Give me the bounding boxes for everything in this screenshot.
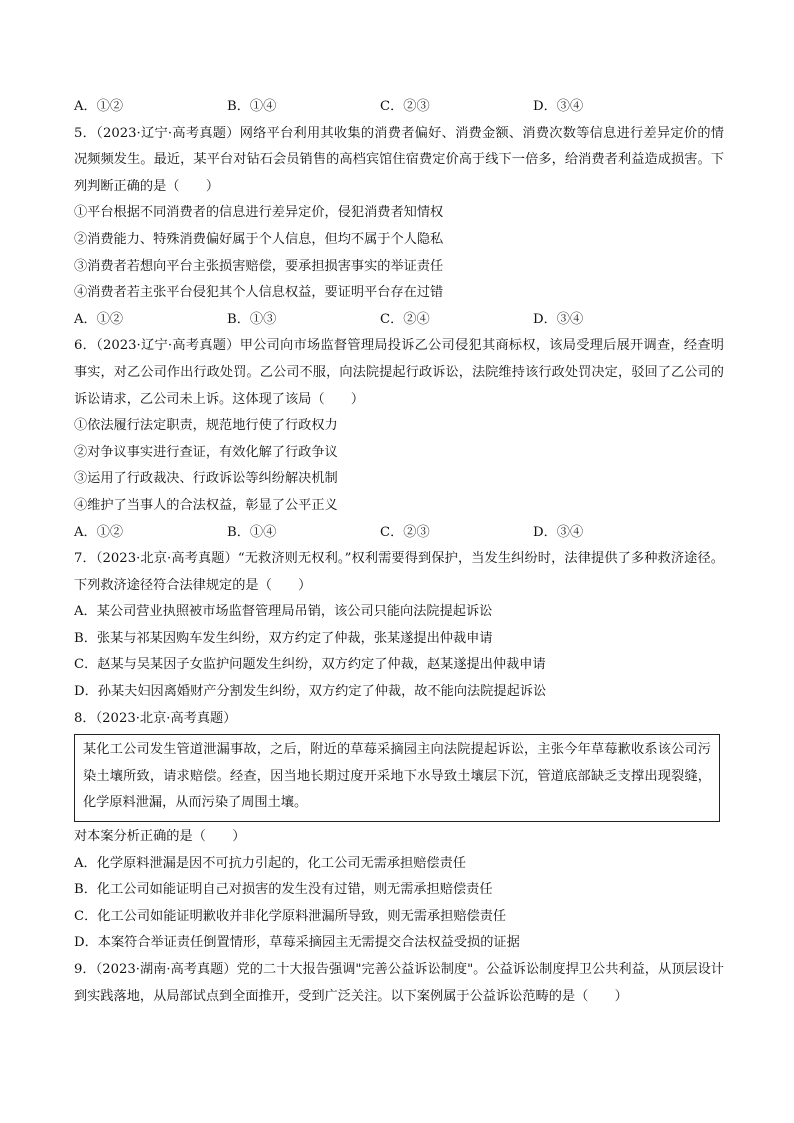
question-7-option-b: B．张某与祁某因购车发生纠纷，双方约定了仲裁，张某遂提出仲裁申请	[74, 630, 493, 646]
question-6-stem: 6．（2023·辽宁·高考真题）甲公司向市场监督管理局投诉乙公司侵犯其商标权，该局受理后展开调查，经查明事实，对乙公司作出行政处罚。乙公司不服，向法院提起行政诉讼，法院维持该行政处罚决定，驳回了乙公司的诉讼请求，乙公司未上诉。这体现了该局（ ）	[74, 338, 724, 407]
question-5-item: ③消费者若想向平台主张损害赔偿，要承担损害事实的举证责任	[74, 258, 444, 274]
question-7-option-c: C．赵某与吴某因子女监护问题发生纠纷，双方约定了仲裁，赵某遂提出仲裁申请	[74, 657, 546, 673]
option-c: C．②④	[380, 311, 430, 327]
question-5-options	[74, 307, 724, 334]
question-5-item: ②消费能力、特殊消费偏好属于个人信息，但均不属于个人隐私	[74, 231, 444, 247]
question-content	[74, 94, 724, 1010]
option-d: D．③④	[533, 99, 584, 114]
question-5-item: ④消费者若主张平台侵犯其个人信息权益，要证明平台存在过错	[74, 285, 444, 301]
question-6-item: ④维护了当事人的合法权益，彰显了公平正义	[74, 497, 338, 513]
question-5-item: ①平台根据不同消费者的信息进行差异定价，侵犯消费者知情权	[74, 205, 444, 221]
question-5-stem: 5．（2023·辽宁·高考真题）网络平台利用其收集的消费者偏好、消费金额、消费次数等信息进行差异定价的情况频频发生。最近，某平台对钻石会员销售的高档宾馆住宿费定价高于线下一倍多，给消费者利益造成损害。下列判断正确的是（ ）	[74, 125, 724, 194]
question-9-stem: 9．（2023·湖南·高考真题）党的二十大报告强调"完善公益诉讼制度"。公益诉讼制度捍卫公共利益，从顶层设计到实践落地，从局部试点到全面推开，受到广泛关注。以下案例属于公益诉讼范畴的是（ ）	[74, 962, 724, 1004]
option-a: A．①②	[74, 99, 124, 114]
option-a: A．①②	[74, 311, 124, 327]
option-c: C．②③	[380, 524, 430, 540]
question-8-option-d: D．本案符合举证责任倒置情形，草莓采摘园主无需提交合法权益受损的证据	[74, 935, 520, 951]
option-c: C．②③	[380, 99, 430, 114]
question-4-options	[74, 94, 724, 121]
option-b: B．①③	[227, 311, 277, 327]
option-a: A．①②	[74, 524, 124, 540]
question-6-item: ②对争议事实进行查证，有效化解了行政争议	[74, 444, 338, 460]
option-b: B．①④	[227, 99, 277, 114]
question-8-option-a: A．化学原料泄漏是因不可抗力引起的，化工公司无需承担赔偿责任	[74, 855, 466, 871]
question-7-stem: 7．（2023·北京·高考真题）“无救济则无权利。”权利需要得到保护，当发生纠纷时，法律提供了多种救济途径。下列救济途径符合法律规定的是（ ）	[74, 551, 724, 593]
question-8-question: 对本案分析正确的是（ ）	[74, 829, 246, 845]
option-b: B．①④	[227, 524, 277, 540]
question-7-option-a: A．某公司营业执照被市场监督管理局吊销，该公司只能向法院提起诉讼	[74, 604, 493, 620]
question-8-option-c: C．化工公司如能证明歉收并非化学原料泄漏所导致，则无需承担赔偿责任	[74, 908, 507, 924]
question-6-options	[74, 520, 724, 547]
question-6-item: ③运用了行政裁决、行政诉讼等纠纷解决机制	[74, 471, 338, 487]
question-7-option-d: D．孙某夫妇因离婚财产分割发生纠纷，双方约定了仲裁，故不能向法院提起诉讼	[74, 684, 547, 700]
question-8-option-b: B．化工公司如能证明自己对损害的发生没有过错，则无需承担赔偿责任	[74, 882, 493, 898]
question-8-material-box: 某化工公司发生管道泄漏事故，之后，附近的草莓采摘园主向法院提起诉讼，主张今年草莓歉收系该公司污染土壤所致，请求赔偿。经查，因当地长期过度开采地下水导致土壤层下沉，管道底部缺乏支撑出现裂缝，化学原料泄漏，从而污染了周围土壤。	[74, 734, 720, 822]
option-d: D．③④	[533, 524, 584, 540]
question-8-stem: 8．（2023·北京·高考真题）	[74, 710, 237, 726]
option-d: D．③④	[533, 311, 584, 327]
question-6-item: ①依法履行法定职责，规范地行使了行政权力	[74, 418, 338, 434]
